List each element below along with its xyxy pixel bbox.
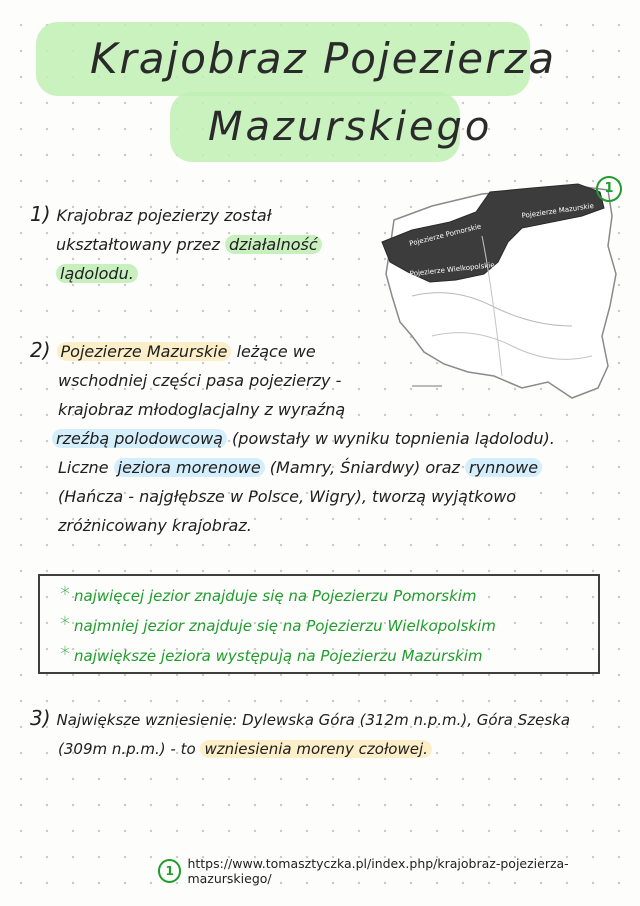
section-3-number: 3) <box>30 706 51 730</box>
section-2-number: 2) <box>30 338 51 362</box>
section-2-highlight-rynnowe: rynnowe <box>465 458 542 477</box>
section-2-line7: zróżnicowany krajobraz. <box>58 516 252 535</box>
section-1 <box>30 200 370 288</box>
title-block <box>30 8 557 168</box>
map-source-badge: 1 <box>596 176 622 202</box>
note-star: * <box>60 612 70 636</box>
section-1-highlight-b: lądolodu. <box>56 264 138 283</box>
map-label-mazurskie: Pojezierze Mazurskie <box>521 201 595 220</box>
note-star: * <box>60 582 70 606</box>
note-text: najwięcej jezior znajduje się na Pojezierzu Pomorskim <box>74 587 477 605</box>
note-text: największe jeziora występują na Pojezierzu Mazurskim <box>74 647 483 665</box>
note-item <box>60 642 483 666</box>
section-2-highlight-rzezba: rzeźbą polodowcową <box>52 429 227 448</box>
section-2-text-b: (powstały w wyniku topnienia lądolodu). <box>232 429 555 448</box>
note-text: najmniej jezior znajduje się na Pojezierzu Wielkopolskim <box>74 617 496 635</box>
section-2-line2: wschodniej części pasa pojezierzy - <box>58 371 342 390</box>
section-2-text-c: Liczne <box>58 458 109 477</box>
source-link[interactable]: https://www.tomasztyczka.pl/index.php/krajobraz-pojezierza-mazurskiego/ <box>187 856 569 886</box>
section-1-highlight-a: działalność <box>225 235 322 254</box>
section-1-number: 1) <box>30 202 51 226</box>
page-title-line2: Mazurskiego <box>208 104 493 150</box>
source-footer <box>158 856 640 886</box>
section-2 <box>30 336 630 540</box>
section-1-text-b: ukształtowany przez <box>56 235 220 254</box>
page-title-line1: Krajobraz Pojezierza <box>90 34 557 83</box>
section-2-text-a: leżące we <box>236 342 316 361</box>
note-star: * <box>60 642 70 666</box>
section-2-line3: krajobraz młodoglacjalny z wyraźną <box>58 400 346 419</box>
map-label-pomorskie: Pojezierze Pomorskie <box>408 222 482 248</box>
footer-source-badge: 1 <box>158 859 181 883</box>
section-3-highlight: wzniesienia moreny czołowej. <box>200 740 431 758</box>
notes-box <box>38 574 600 674</box>
section-3 <box>30 704 630 764</box>
section-3-text-a: Największe wzniesienie: Dylewska Góra (312m n.p.m.), Góra Szeska <box>56 711 571 729</box>
note-item <box>60 582 477 606</box>
section-2-highlight-name: Pojezierze Mazurskie <box>57 342 232 361</box>
section-2-text-d: (Mamry, Śniardwy) oraz <box>269 458 460 477</box>
section-1-text-a: Krajobraz pojezierzy został <box>56 206 272 225</box>
note-item <box>60 612 496 636</box>
section-2-highlight-morenowe: jeziora morenowe <box>114 458 265 477</box>
section-3-text-b: (309m n.p.m.) - to <box>58 740 196 758</box>
map-label-wielkopolskie: Pojezierze Wielkopolskie <box>409 261 495 278</box>
section-2-line6: (Hańcza - najgłębsze w Polsce, Wigry), tworzą wyjątkowo <box>58 487 517 506</box>
